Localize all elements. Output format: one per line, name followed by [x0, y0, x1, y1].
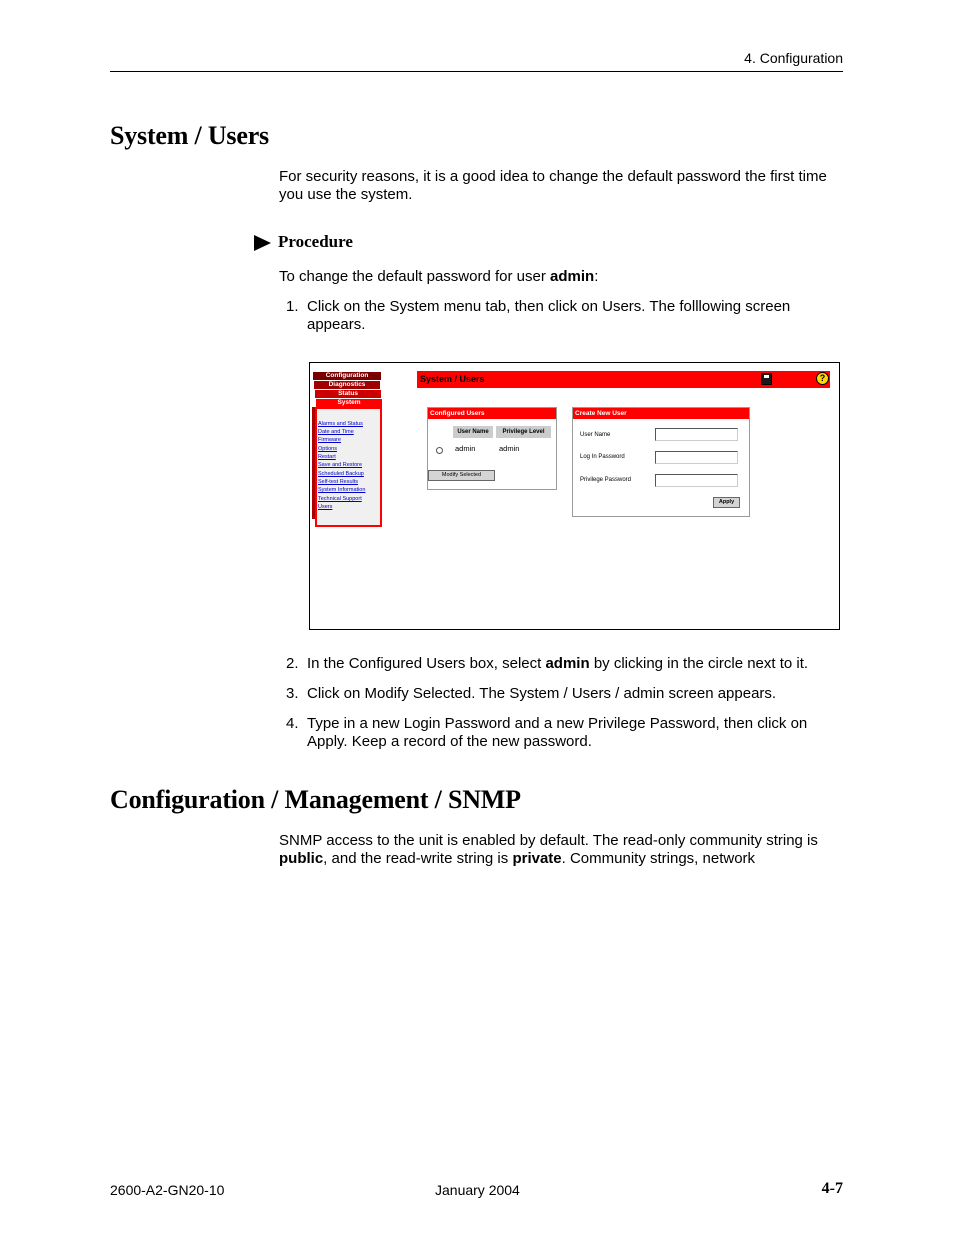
- snmp-private: private: [512, 850, 562, 867]
- menu-link-users[interactable]: Users: [318, 504, 333, 510]
- create-new-user-title: Create New User: [573, 408, 749, 419]
- apply-button[interactable]: Apply: [713, 497, 740, 508]
- tab-system[interactable]: System: [316, 399, 382, 407]
- menu-link-date-and-time[interactable]: Date and Time: [318, 429, 354, 435]
- menu-link-system-information[interactable]: System Information: [318, 487, 366, 493]
- procedure-label: Procedure: [278, 232, 353, 251]
- snmp-public: public: [279, 850, 324, 867]
- step-1-line-2: appears.: [307, 316, 366, 333]
- user-name-label: User Name: [580, 432, 611, 438]
- menu-link-scheduled-backup[interactable]: Scheduled Backup: [318, 471, 364, 477]
- menu-link-alarms-and-status[interactable]: Alarms and Status: [318, 421, 363, 427]
- intro-line-2: you use the system.: [279, 186, 413, 203]
- login-password-input[interactable]: [655, 451, 738, 464]
- configured-users-title: Configured Users: [428, 408, 556, 419]
- section-title-snmp: Configuration / Management / SNMP: [110, 785, 521, 814]
- step-4-line-2: Apply. Keep a record of the new password.: [307, 733, 592, 750]
- procedure-lead: [279, 268, 598, 286]
- step-3-number: 3.: [286, 685, 299, 702]
- step-1-line-1: Click on the System menu tab, then click on Users. The folllowing screen: [307, 298, 791, 315]
- privilege-password-input[interactable]: [655, 474, 738, 487]
- lead-colon: :: [594, 268, 599, 285]
- menu-link-save-and-restore[interactable]: Save and Restore: [318, 462, 363, 468]
- step-4-line-1: Type in a new Login Password and a new Privilege Password, then click on: [307, 715, 808, 732]
- snmp-line-1: SNMP access to the unit is enabled by default. The read-only community string is: [279, 832, 818, 849]
- snmp-post: . Community strings, network: [561, 850, 756, 867]
- tab-diagnostics[interactable]: Diagnostics: [314, 381, 380, 389]
- menu-link-firmware[interactable]: Firmware: [318, 437, 341, 443]
- snmp-line-2: [279, 850, 755, 868]
- column-header-privilege-level: Privilege Level: [496, 426, 551, 438]
- cell-privilege-level: admin: [499, 444, 520, 453]
- admin-radio[interactable]: [436, 447, 443, 454]
- user-name-input[interactable]: [655, 428, 738, 441]
- header-rule: [110, 71, 843, 72]
- lead-text: To change the default password for user: [279, 268, 550, 285]
- step-1-number: 1.: [286, 298, 299, 315]
- create-new-user-panel: [572, 407, 750, 517]
- screenshot-figure: [309, 362, 840, 630]
- tab-configuration[interactable]: Configuration: [313, 372, 381, 380]
- running-header: 4. Configuration: [744, 50, 843, 66]
- step-3-text: Click on Modify Selected. The System / Users / admin screen appears.: [307, 685, 777, 702]
- step-2-number: 2.: [286, 655, 299, 672]
- step-2-post: by clicking in the circle next to it.: [589, 655, 809, 672]
- column-header-user-name: User Name: [453, 426, 493, 438]
- step-4-number: 4.: [286, 715, 299, 732]
- footer-date: January 2004: [435, 1182, 520, 1198]
- privilege-password-label: Privilege Password: [580, 477, 632, 483]
- section-title-system-users: System / Users: [110, 121, 269, 150]
- menu-link-technical-support[interactable]: Technical Support: [318, 496, 362, 502]
- help-icon[interactable]: ?: [816, 372, 829, 385]
- procedure-arrow-icon: [254, 235, 271, 251]
- menu-link-self-test-results[interactable]: Self-test Results: [318, 479, 359, 485]
- step-2-text: [307, 655, 808, 673]
- modify-selected-button[interactable]: Modify Selected: [428, 470, 495, 481]
- step-2-bold: admin: [545, 655, 590, 672]
- footer-page-number: 4-7: [821, 1180, 843, 1197]
- intro-line-1: For security reasons, it is a good idea to change the default password the first time: [279, 168, 827, 185]
- snmp-mid: , and the read-write string is: [323, 850, 513, 867]
- menu-link-options[interactable]: Options: [318, 446, 337, 452]
- step-2-pre: In the Configured Users box, select: [307, 655, 546, 672]
- tab-status[interactable]: Status: [315, 390, 381, 398]
- menu-link-restart[interactable]: Restart: [318, 454, 336, 460]
- footer-doc-number: 2600-A2-GN20-10: [110, 1182, 225, 1198]
- save-icon[interactable]: [761, 373, 772, 385]
- login-password-label: Log In Password: [580, 454, 625, 460]
- page-title: System / Users: [420, 374, 485, 384]
- cell-user-name: admin: [455, 444, 476, 453]
- lead-bold-user: admin: [550, 268, 595, 285]
